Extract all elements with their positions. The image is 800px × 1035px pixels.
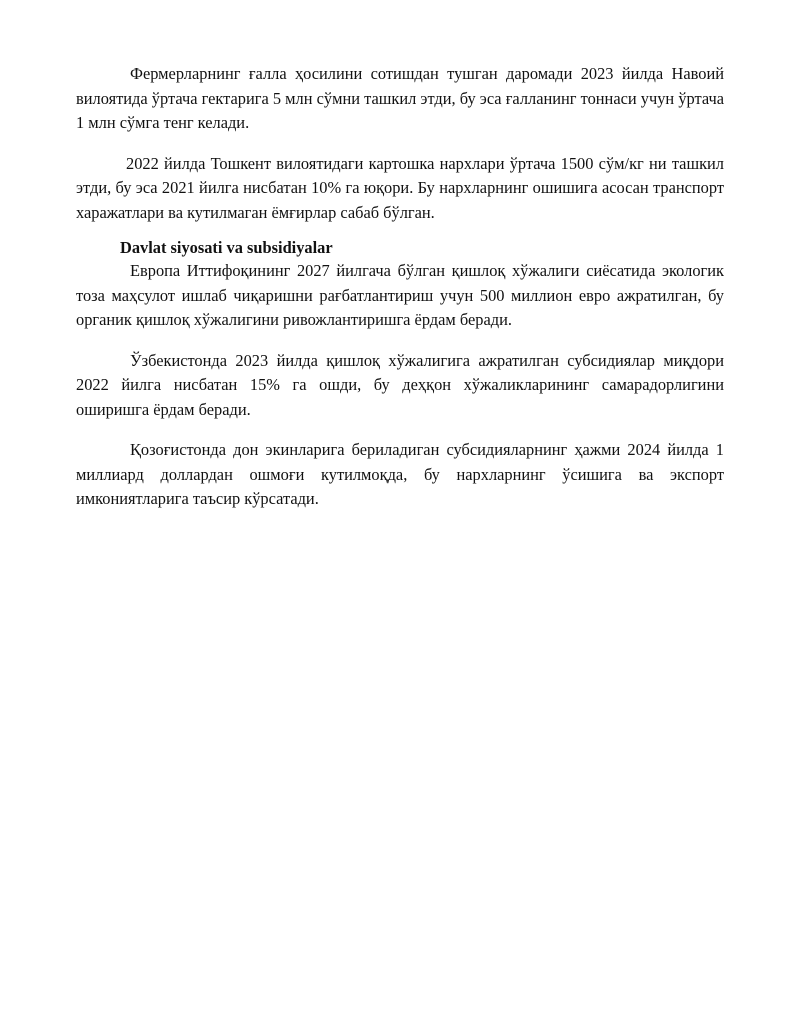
paragraph-potato-prices: 2022 йилда Тошкент вилоятидаги картошка нархлари ўртача 1500 сўм/кг ни ташкил этди, бу эса 2021 йилга нисбатан 10% га юқори. Бу нархларнинг ошишига асосан транспорт харажатлари ва кутилмаган ёмғирлар сабаб бўлган. — [76, 153, 724, 222]
document-page — [76, 62, 724, 512]
paragraph-eu-policy: Европа Иттифоқининг 2027 йилгача бўлган қишлоқ хўжалиги сиёсатида экологик тоза маҳсулот ишлаб чиқаришни рағбатлантириш учун 500 миллион евро ажратилган, бу органик қишлоқ хўжалигини ривожлантиришга ёрдам беради. — [76, 261, 724, 329]
paragraph-uzbekistan-subsidies: Ўзбекистонда 2023 йилда қишлоқ хўжалигига ажратилган субсидиялар миқдори 2022 йилга нисбатан 15% га ошди, бу деҳқон хўжаликларининг самарадорлигини оширишга ёрдам беради. — [76, 350, 724, 419]
paragraph-grain-income: Фермерларнинг ғалла ҳосилини сотишдан тушган даромади 2023 йилда Навоий вилоятида ўртача гектарига 5 млн сўмни ташкил этди, бу эса ғалланинг тоннаси учун ўртача 1 млн сўмга тенг келади. — [76, 64, 724, 132]
paragraph-kazakhstan-subsidies: Қозоғистонда дон экинларига бериладиган субсидияларнинг ҳажми 2024 йилда 1 миллиард доллардан ошмоғи кутилмоқда, бу нархларнинг ўсишига ва экспорт имкониятларига таъсир кўрсатади. — [76, 440, 724, 508]
section-heading: Davlat siyosati va subsidiyalar — [120, 238, 333, 257]
